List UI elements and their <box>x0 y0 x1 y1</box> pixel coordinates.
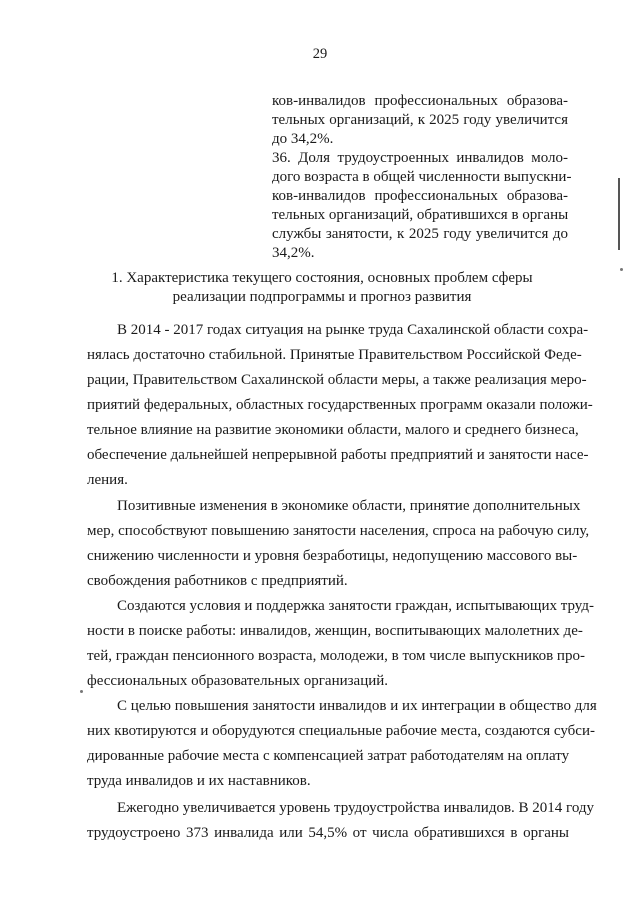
indicator-text-line: ков-инвалидов профессиональных образова- <box>272 188 568 204</box>
section-heading <box>90 269 554 307</box>
indicator-text-line: тельных организаций, обратившихся в органы <box>272 207 569 223</box>
body-text-line: мер, способствуют повышению занятости населения, спроса на рабочую силу, <box>87 523 590 539</box>
body-text-line: ления. <box>87 472 128 488</box>
scan-speck <box>620 268 623 271</box>
body-text-line: рации, Правительством Сахалинской области меры, а также реализация меро- <box>87 372 587 388</box>
body-text-line: обеспечение дальнейшей непрерывной работы предприятий и занятости насе- <box>87 447 589 463</box>
page-number: 29 <box>312 46 328 62</box>
scan-margin-mark <box>618 178 620 250</box>
body-text-line: ности в поиске работы: инвалидов, женщин, воспитывающих малолетних де- <box>87 623 583 639</box>
body-text-line: С целью повышения занятости инвалидов и их интеграции в общество для <box>117 698 597 714</box>
indicator-list-continuation <box>272 92 572 263</box>
body-text-line: тей, граждан пенсионного возраста, молодежи, в том числе выпускников про- <box>87 648 585 664</box>
body-text-line: фессиональных образовательных организаций. <box>87 673 389 689</box>
body-text-line: приятий федеральных, областных государственных программ оказали положи- <box>87 397 593 413</box>
indicator-text-line: службы занятости, к 2025 году увеличится до <box>272 226 568 242</box>
body-text-line: труда инвалидов и их наставников. <box>87 773 311 789</box>
indicator-text-line: дого возраста в общей численности выпускни- <box>272 169 572 185</box>
body-text-line: нялась достаточно стабильной. Принятые Правительством Российской Феде- <box>87 347 582 363</box>
body-text-line: тельное влияние на развитие экономики области, малого и среднего бизнеса, <box>87 422 579 438</box>
section-heading-line: реализации подпрограммы и прогноз развития <box>172 289 472 305</box>
body-text-line: снижению численности и уровня безработицы, недопущению массового вы- <box>87 548 578 564</box>
indicator-text-line: 36. Доля трудоустроенных инвалидов моло- <box>272 150 568 166</box>
body-text-line: Создаются условия и поддержка занятости граждан, испытывающих труд- <box>117 598 594 614</box>
body-text-line: них квотируются и оборудуются специальные рабочие места, создаются субси- <box>87 723 595 739</box>
indicator-text-line: 34,2%. <box>272 245 315 261</box>
indicator-text-line: ков-инвалидов профессиональных образова- <box>272 93 568 109</box>
section-heading-line: 1. Характеристика текущего состояния, основных проблем сферы <box>111 270 533 286</box>
body-text-line: трудоустроено 373 инвалида или 54,5% от числа обратившихся в органы <box>87 825 569 841</box>
indicator-text-line: тельных организаций, к 2025 году увеличится <box>272 112 568 128</box>
body-text-line: свобождения работников с предприятий. <box>87 573 348 589</box>
body-text-line: В 2014 - 2017 годах ситуация на рынке труда Сахалинской области сохра- <box>117 322 589 338</box>
indicator-text-line: до 34,2%. <box>272 131 334 147</box>
body-text-line: Ежегодно увеличивается уровень трудоустройства инвалидов. В 2014 году <box>117 800 595 816</box>
body-text-line: дированные рабочие места с компенсацией затрат работодателям на оплату <box>87 748 570 764</box>
body-text-line: Позитивные изменения в экономике области, принятие дополнительных <box>117 498 581 514</box>
scan-speck <box>80 690 83 693</box>
